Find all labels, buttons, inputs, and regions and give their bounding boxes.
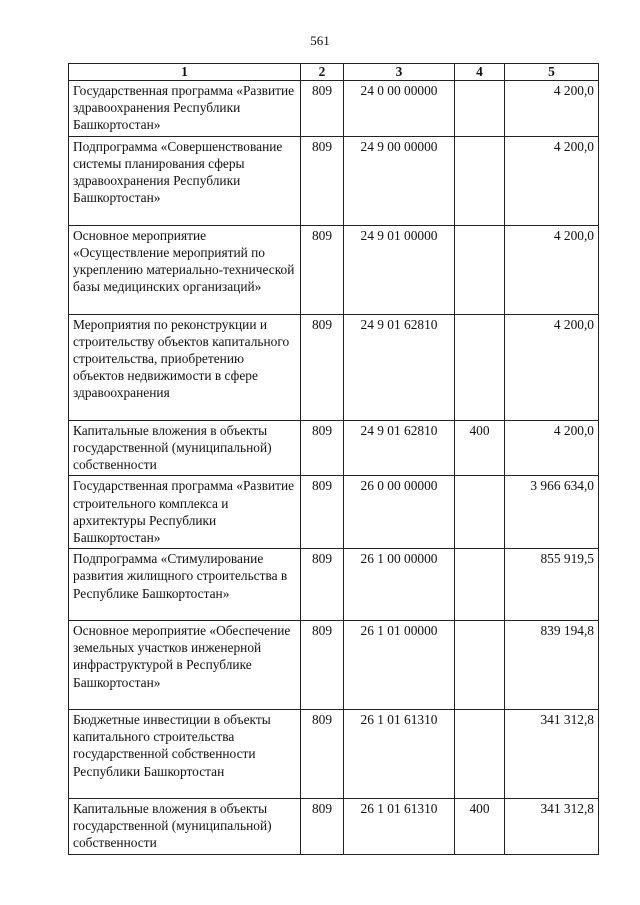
row-gr-cell: 809 [301,420,344,476]
row-vr-cell [455,476,505,549]
row-sum-cell: 4 200,0 [505,81,599,137]
row-cs-cell: 24 9 01 62810 [344,314,455,420]
column-header-5: 5 [505,64,599,81]
table-row [69,420,599,476]
row-name-cell: Мероприятия по реконструкции и строительству объектов капитального строительства, приобретению объектов недвижимости в сфере здравоохранения [69,314,301,420]
row-cs-cell: 26 1 01 00000 [344,621,455,710]
row-gr-cell: 809 [301,81,344,137]
row-vr-cell [455,81,505,137]
table-row [69,81,599,137]
column-header-2: 2 [301,64,344,81]
row-cs-cell: 26 1 00 00000 [344,549,455,621]
row-name-cell: Подпрограмма «Стимулирование развития жилищного строительства в Республике Башкортостан» [69,549,301,621]
row-name-cell: Бюджетные инвестиции в объекты капитального строительства государственной собственности Республики Башкортостан [69,710,301,799]
row-gr-cell: 809 [301,799,344,855]
row-sum-cell: 3 966 634,0 [505,476,599,549]
row-vr-cell: 400 [455,799,505,855]
row-gr-cell: 809 [301,225,344,314]
row-name-cell: Государственная программа «Развитие здравоохранения Республики Башкортостан» [69,81,301,137]
table-row [69,710,599,799]
row-cs-cell: 24 9 01 00000 [344,225,455,314]
row-sum-cell: 4 200,0 [505,420,599,476]
row-name-cell: Капитальные вложения в объекты государственной (муниципальной) собственности [69,799,301,855]
table-row [69,799,599,855]
row-sum-cell: 4 200,0 [505,314,599,420]
row-cs-cell: 24 0 00 00000 [344,81,455,137]
row-name-cell: Подпрограмма «Совершенствование системы планирования сферы здравоохранения Республики Башкортостан» [69,136,301,225]
row-cs-cell: 26 0 00 00000 [344,476,455,549]
row-vr-cell [455,621,505,710]
table-row [69,549,599,621]
header-row [69,64,599,81]
row-sum-cell: 4 200,0 [505,136,599,225]
row-cs-cell: 24 9 01 62810 [344,420,455,476]
row-name-cell: Капитальные вложения в объекты государственной (муниципальной) собственности [69,420,301,476]
row-gr-cell: 809 [301,621,344,710]
table-row [69,314,599,420]
table-row [69,621,599,710]
row-cs-cell: 24 9 00 00000 [344,136,455,225]
row-name-cell: Основное мероприятие «Осуществление мероприятий по укреплению материально-технической базы медицинских организаций» [69,225,301,314]
row-gr-cell: 809 [301,549,344,621]
row-sum-cell: 839 194,8 [505,621,599,710]
column-header-4: 4 [455,64,505,81]
row-sum-cell: 341 312,8 [505,799,599,855]
table-row [69,476,599,549]
row-sum-cell: 341 312,8 [505,710,599,799]
column-header-1: 1 [69,64,301,81]
row-gr-cell: 809 [301,314,344,420]
row-cs-cell: 26 1 01 61310 [344,710,455,799]
row-vr-cell [455,225,505,314]
table-row [69,225,599,314]
row-vr-cell [455,314,505,420]
row-vr-cell: 400 [455,420,505,476]
row-vr-cell [455,136,505,225]
page-number: 561 [310,33,330,48]
row-gr-cell: 809 [301,476,344,549]
row-gr-cell: 809 [301,136,344,225]
row-sum-cell: 4 200,0 [505,225,599,314]
row-gr-cell: 809 [301,710,344,799]
row-name-cell: Государственная программа «Развитие строительного комплекса и архитектуры Республики Башкортостан» [69,476,301,549]
table-row [69,136,599,225]
row-sum-cell: 855 919,5 [505,549,599,621]
row-name-cell: Основное мероприятие «Обеспечение земельных участков инженерной инфраструктурой в Республике Башкортостан» [69,621,301,710]
row-vr-cell [455,549,505,621]
budget-table [68,63,599,855]
row-vr-cell [455,710,505,799]
row-cs-cell: 26 1 01 61310 [344,799,455,855]
column-header-3: 3 [344,64,455,81]
